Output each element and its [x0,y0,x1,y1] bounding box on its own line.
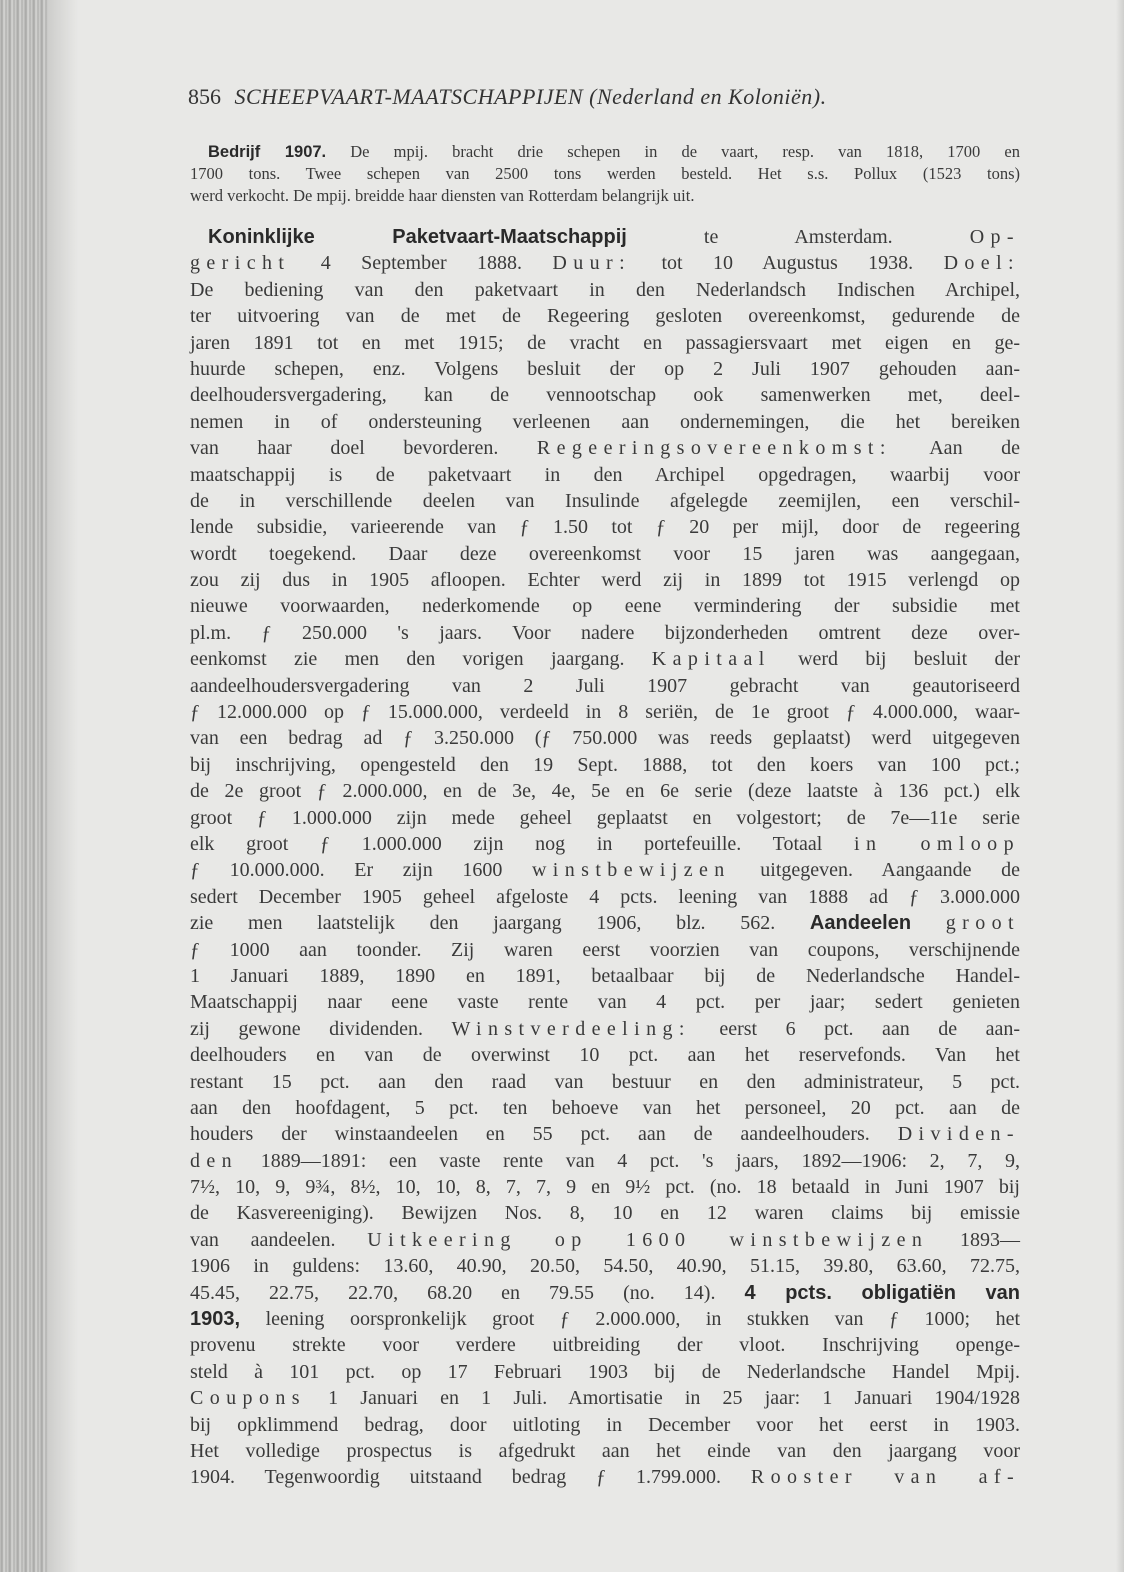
text-line [190,725,1020,751]
text-line [190,330,1020,356]
spaced-keyword-text: Rooster van af- [750,1466,1020,1489]
body-text: tot 10 Augustus 1938. [631,252,944,275]
body-text: de Kasvereeniging). Bewijzen Nos. 8, 10 en 12 waren claims bij emissie [190,1202,1020,1225]
text-line [190,163,1020,185]
body-text: 1893— [928,1228,1020,1251]
text-line [190,1200,1020,1226]
text-line [190,409,1020,435]
text-line [190,1332,1020,1358]
spaced-keyword-text: winstbewijzen [531,859,731,882]
text-line [190,989,1020,1015]
body-text: De mpij. bracht drie schepen in de vaart, resp. van 1818, 1700 en [326,142,1020,161]
text-line [190,937,1020,963]
body-text: de 2e groot ƒ 2.000.000, en de 3e, 4e, 5e en 6e serie (deze laatste à 136 pct.) elk [190,780,1020,803]
body-text: eerst 6 pct. aan de aan- [690,1017,1020,1040]
body-text: 7½, 10, 9, 9¾, 8½, 10, 10, 8, 7, 7, 9 en 9½ pct. (no. 18 betaald in Juni 1907 bij [190,1176,1020,1199]
running-header [188,84,1008,110]
text-line [190,1359,1020,1385]
body-text: deelhoudersvergadering, kan de vennootschap ook samenwerken met, deel- [190,384,1020,407]
body-text: lende subsidie, varieerende van ƒ 1.50 tot ƒ 20 per mijl, door de regeering [190,516,1020,539]
text-line [190,1306,1020,1332]
body-text: ƒ 10.000.000. Er zijn 1600 [190,859,532,882]
text-line [190,1412,1020,1438]
body-text: werd verkocht. De mpij. breidde haar diensten van Rotterdam belangrijk uit. [190,186,695,205]
body-text: zou zij dus in 1905 afloopen. Echter werd zij in 1899 tot 1915 verlengd op [190,569,1020,592]
text-line [190,593,1020,619]
bold-heading-text: 1903, [190,1308,241,1331]
body-text: houders der winstaandeelen en 55 pct. aan de aandeelhouders. [190,1123,898,1146]
spaced-keyword-text: Dividen- [897,1123,1020,1146]
text-line [190,1227,1020,1253]
body-text: eenkomst zie men den vorigen jaargang. [190,648,652,671]
spaced-keyword-text: Kapitaal [651,648,771,671]
body-text [911,912,946,934]
text-line [190,1438,1020,1464]
text-line [190,514,1020,540]
body-text: steld à 101 pct. op 17 Februari 1903 bij de Nederlandsche Handel Mpij. [190,1360,1020,1383]
body-text: bij opklimmend bedrag, door uitloting in December voor het eerst in 1903. [190,1413,1020,1436]
text-line [190,435,1020,461]
body-text: aandeelhoudersvergadering van 2 Juli 1907 gebracht van geautoriseerd [190,674,1020,697]
body-text: provenu strekte voor verdere uitbreiding der vloot. Inschrijving openge- [190,1334,1020,1357]
text-line [190,1385,1020,1411]
body-text: 1906 in guldens: 13.60, 40.90, 20.50, 54.50, 40.90, 51.15, 39.80, 63.60, 72.75, [190,1255,1020,1278]
text-line [190,141,1020,163]
body-text: bij inschrijving, opengesteld den 19 Sept. 1888, tot den koers van 100 pct.; [190,753,1020,776]
bold-heading-text: 4 pcts. obligatiën van [744,1281,1020,1304]
text-line [190,541,1020,567]
body-text: maatschappij is de paketvaart in den Archipel opgedragen, waarbij voor [190,463,1020,486]
text-line [190,963,1020,989]
text-line [190,857,1020,883]
body-text: ƒ 1000 aan toonder. Zij waren eerst voorzien van coupons, verschijnende [190,938,1020,961]
text-line [190,1069,1020,1095]
spaced-keyword-text: Winstverdeeling: [451,1017,691,1040]
page-number: 856 [188,84,221,109]
body-text: 1 Januari en 1 Juli. Amortisatie in 25 jaar: 1 Januari 1904/1928 [305,1387,1020,1410]
text-line [190,1464,1020,1490]
body-text: ter uitvoering van de met de Regeering gesloten overeenkomst, gedurende de [190,305,1020,328]
body-text: Aan de [891,437,1020,460]
text-line [190,488,1020,514]
scan-binding-edge [0,0,48,1572]
body-text: 1889—1891: een vaste rente van 4 pct. 's jaars, 1892—1906: 2, 7, 9, [238,1149,1020,1172]
spaced-keyword-text: gericht [190,252,291,275]
body-text: 1 Januari 1889, 1890 en 1891, betaalbaar bij de Nederlandsche Handel- [190,964,1020,987]
body-text: leening oorspronkelijk groot ƒ 2.000.000, in stukken van ƒ 1000; het [240,1308,1020,1331]
body-text: sedert December 1905 geheel afgeloste 4 pcts. leening van 1888 ad ƒ 3.000.000 [190,885,1020,908]
text-line [190,673,1020,699]
text-line [190,1253,1020,1279]
page-title: SCHEEPVAART-MAATSCHAPPIJEN (Nederland en Koloniën). [234,84,827,109]
body-text: pl.m. ƒ 250.000 's jaars. Voor nadere bijzonderheden omtrent deze over- [190,621,1020,644]
spaced-keyword-text: Regeeringsovereenkomst: [536,437,892,460]
text-line [190,1042,1020,1068]
bold-heading-text: Aandeelen [809,912,912,935]
text-line [190,699,1020,725]
body-text: restant 15 pct. aan den raad van bestuur en den administrateur, 5 pct. [190,1070,1020,1093]
text-line [190,646,1020,672]
text-line [190,462,1020,488]
body-text: zie men laatstelijk den jaargang 1906, blz. 562. [190,912,810,935]
text-line [190,250,1020,276]
text-line [190,1174,1020,1200]
spaced-keyword-text: Uitkeering op 1600 winstbewijzen [367,1228,929,1251]
text-line [190,277,1020,303]
scan-page-edge [1116,0,1124,1572]
text-line [190,567,1020,593]
body-text: wordt toegekend. Daar deze overeenkomst voor 15 jaren was aangegaan, [190,542,1020,565]
body-text: 1904. Tegenwoordig uitstaand bedrag ƒ 1.799.000. [190,1466,751,1489]
text-line [190,356,1020,382]
bold-heading-text: Koninklijke Paketvaart-Maatschappij [208,226,627,248]
bold-heading-text: Bedrijf 1907. [208,143,327,161]
body-text: 4 September 1888. [290,252,553,275]
paragraph-koninklijke-paketvaart [190,224,1020,1491]
spaced-keyword-text: in omloop [854,832,1020,855]
spaced-keyword-text: Op- [969,226,1020,248]
text-line [190,910,1020,936]
body-text: huurde schepen, enz. Volgens besluit der op 2 Juli 1907 gehouden aan- [190,357,1020,380]
body-text: 1700 tons. Twee schepen van 2500 tons werden besteld. Het s.s. Pollux (1523 tons) [190,164,1020,183]
body-text: nieuwe voorwaarden, nederkomende op eene vermindering der subsidie met [190,595,1020,618]
body-text: te Amsterdam. [626,226,970,248]
text-line [190,884,1020,910]
text-line [190,620,1020,646]
body-text: 45.45, 22.75, 22.70, 68.20 en 79.55 (no. 14). [190,1281,745,1304]
body-text: aan den hoofdagent, 5 pct. ten behoeve van het personeel, 20 pct. aan de [190,1096,1020,1119]
spaced-keyword-text: Doel: [943,252,1020,275]
text-line [190,752,1020,778]
text-line [190,1121,1020,1147]
body-text: nemen in of ondersteuning verleenen aan ondernemingen, die het bereiken [190,410,1020,433]
text-line [190,185,1020,207]
body-text: van haar doel bevorderen. [190,437,537,460]
text-line [190,382,1020,408]
body-text: van aandeelen. [190,1228,368,1251]
body-text: elk groot ƒ 1.000.000 zijn nog in portefeuille. Totaal [190,832,855,855]
text-line [190,831,1020,857]
body-text: werd bij besluit der [770,648,1020,671]
text-line [190,1280,1020,1306]
body-text: ƒ 12.000.000 op ƒ 15.000.000, verdeeld in 8 seriën, de 1e groot ƒ 4.000.000, waar- [190,701,1020,724]
body-text: Maatschappij naar eene vaste rente van 4 pct. per jaar; sedert genieten [190,991,1020,1014]
body-text: de in verschillende deelen van Insulinde afgelegde zeemijlen, een verschil- [190,489,1020,512]
spaced-keyword-text: Coupons [190,1387,306,1410]
text-line [190,778,1020,804]
spaced-keyword-text: Duur: [552,252,632,275]
body-text: groot ƒ 1.000.000 zijn mede geheel geplaatst en volgestort; de 7e—11e serie [190,806,1020,829]
body-text: De bediening van den paketvaart in den Nederlandsch Indischen Archipel, [190,278,1020,301]
body-text: van een bedrag ad ƒ 3.250.000 (ƒ 750.000 was reeds geplaatst) werd uitgegeven [190,727,1020,750]
text-line [190,1148,1020,1174]
text-line [190,1095,1020,1121]
body-text: deelhouders en van de overwinst 10 pct. aan het reservefonds. Van het [190,1044,1020,1067]
text-line [190,303,1020,329]
text-line [190,224,1020,250]
text-line [190,1016,1020,1042]
spaced-keyword-text: den [190,1149,239,1172]
body-text: Het volledige prospectus is afgedrukt aan het einde van den jaargang voor [190,1439,1020,1462]
body-text: zij gewone dividenden. [190,1017,452,1040]
body-text: uitgegeven. Aangaande de [730,859,1021,882]
spaced-keyword-text: groot [945,912,1020,935]
body-text: jaren 1891 tot en met 1915; de vracht en passagiersvaart met eigen en ge- [190,331,1020,354]
text-line [190,805,1020,831]
paragraph-bedrijf-1907 [190,141,1020,207]
